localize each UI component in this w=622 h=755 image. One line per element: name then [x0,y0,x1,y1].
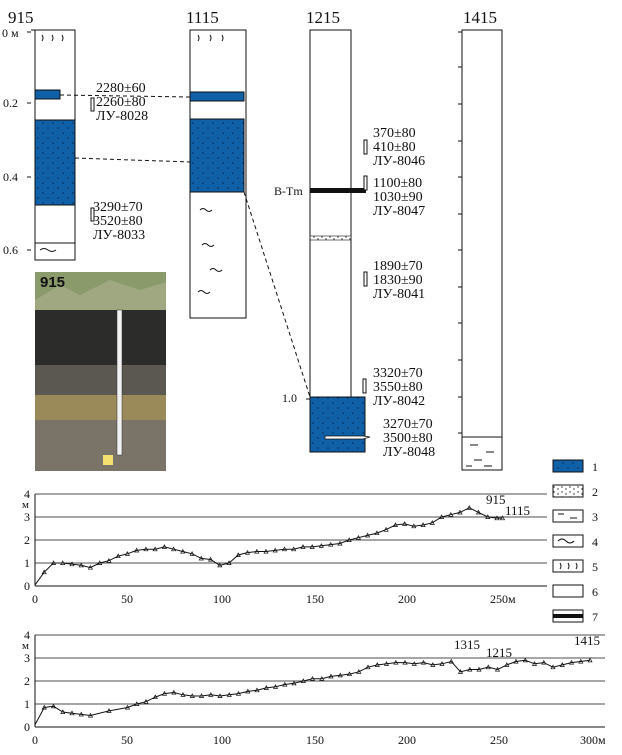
p1-xtick-50: 50 [121,592,133,606]
date-915-b-3: ЛУ-8033 [93,228,146,243]
date-1215-b-1: 1100±80 [373,176,423,191]
legend-7: 7 [592,610,598,624]
p2-ytick-3: 3 [24,651,30,665]
legend [553,460,598,624]
date-1215-c-3: ЛУ-8041 [373,287,426,302]
date-1215-d-2: 3550±80 [373,380,423,395]
depth-label-1.0: 1.0 [282,391,297,405]
p2-site-1315: 1315 [454,637,480,652]
date-915-b-2: 3520±80 [93,214,143,229]
legend-4: 4 [592,535,598,549]
profile-chart-2 [22,628,606,747]
column-1115 [190,30,246,318]
p2-ytick-2: 2 [24,674,30,688]
date-1215-a-1: 370±80 [373,126,416,141]
p1-ytick-3: 3 [24,510,30,524]
profile-2-point [588,658,592,662]
legend-1: 1 [592,460,598,474]
p2-ytick-1: 1 [24,697,30,711]
date-1215-c-1: 1890±70 [373,259,423,274]
p1-ytick-4: 4 [24,487,30,501]
legend-2: 2 [592,485,598,499]
date-915-a-3: ЛУ-8028 [96,109,149,124]
p2-site-1415: 1415 [574,633,600,648]
p2-xtick-0: 0 [32,733,38,747]
column-915 [31,30,94,260]
column-label-915: 915 [8,8,34,27]
column-label-1115: 1115 [186,8,219,27]
p1-xtick-150: 150 [306,592,324,606]
profile-2-line [35,658,592,724]
profile-chart-1 [22,487,547,606]
p1-ytick-2: 2 [24,533,30,547]
p1-xtick-100: 100 [213,592,231,606]
p1-ytick-1: 1 [24,556,30,570]
p2-site-1215: 1215 [486,645,512,660]
date-1215-e-2: 3500±80 [383,431,433,446]
legend-6: 6 [592,585,598,599]
date-1215-e-1: 3270±70 [383,417,433,432]
date-915-a-2: 2260±80 [96,95,146,110]
date-1215-e-3: ЛУ-8048 [383,445,436,460]
column-label-1215: 1215 [306,8,340,27]
depth-label-0.4: 0.4 [3,170,18,184]
date-1215-c-2: 1830±90 [373,273,423,288]
photo-label: 915 [40,274,66,291]
p1-xtick-0: 0 [32,592,38,606]
p2-xtick-150: 150 [306,733,324,747]
p1-yunit: м [22,499,29,511]
column-1415 [462,30,502,470]
depth-label-0.2: 0.2 [3,96,18,110]
column-label-1415: 1415 [463,8,497,27]
date-915-a-1: 2280±60 [96,81,146,96]
profile-1-polyline [35,508,503,585]
date-1215-a-2: 410±80 [373,140,416,155]
date-1215-d-3: ЛУ-8042 [373,394,426,409]
p1-xtick-250: 250м [490,592,516,606]
p2-xtick-250: 250 [490,733,508,747]
p1-site-915: 915 [486,492,506,507]
date-1215-d-1: 3320±70 [373,366,423,381]
date-1215-b-2: 1030±90 [373,190,423,205]
legend-3: 3 [592,510,598,524]
depth-label-0: 0 м [2,26,19,40]
p1-xtick-200: 200 [398,592,416,606]
p2-ytick-4: 4 [24,628,30,642]
p2-xtick-100: 100 [213,733,231,747]
tephra-label: B-Tm [274,184,303,198]
date-915-b-1: 3290±70 [93,200,143,215]
profile-2-polyline [35,660,590,724]
depth-label-0.6: 0.6 [3,243,18,257]
p2-xtick-300: 300м [580,733,606,747]
p2-xtick-50: 50 [121,733,133,747]
date-1215-b-3: ЛУ-8047 [373,204,426,219]
p2-ytick-0: 0 [24,720,30,734]
p2-yunit: м [22,640,29,652]
p1-site-1115: 1115 [505,503,531,518]
date-1215-a-3: ЛУ-8046 [373,154,426,169]
legend-5: 5 [592,560,598,574]
p1-ytick-0: 0 [24,579,30,593]
section-photo [35,272,166,471]
column-1215 [310,30,370,452]
profile-1-line [35,506,505,585]
p2-xtick-200: 200 [398,733,416,747]
